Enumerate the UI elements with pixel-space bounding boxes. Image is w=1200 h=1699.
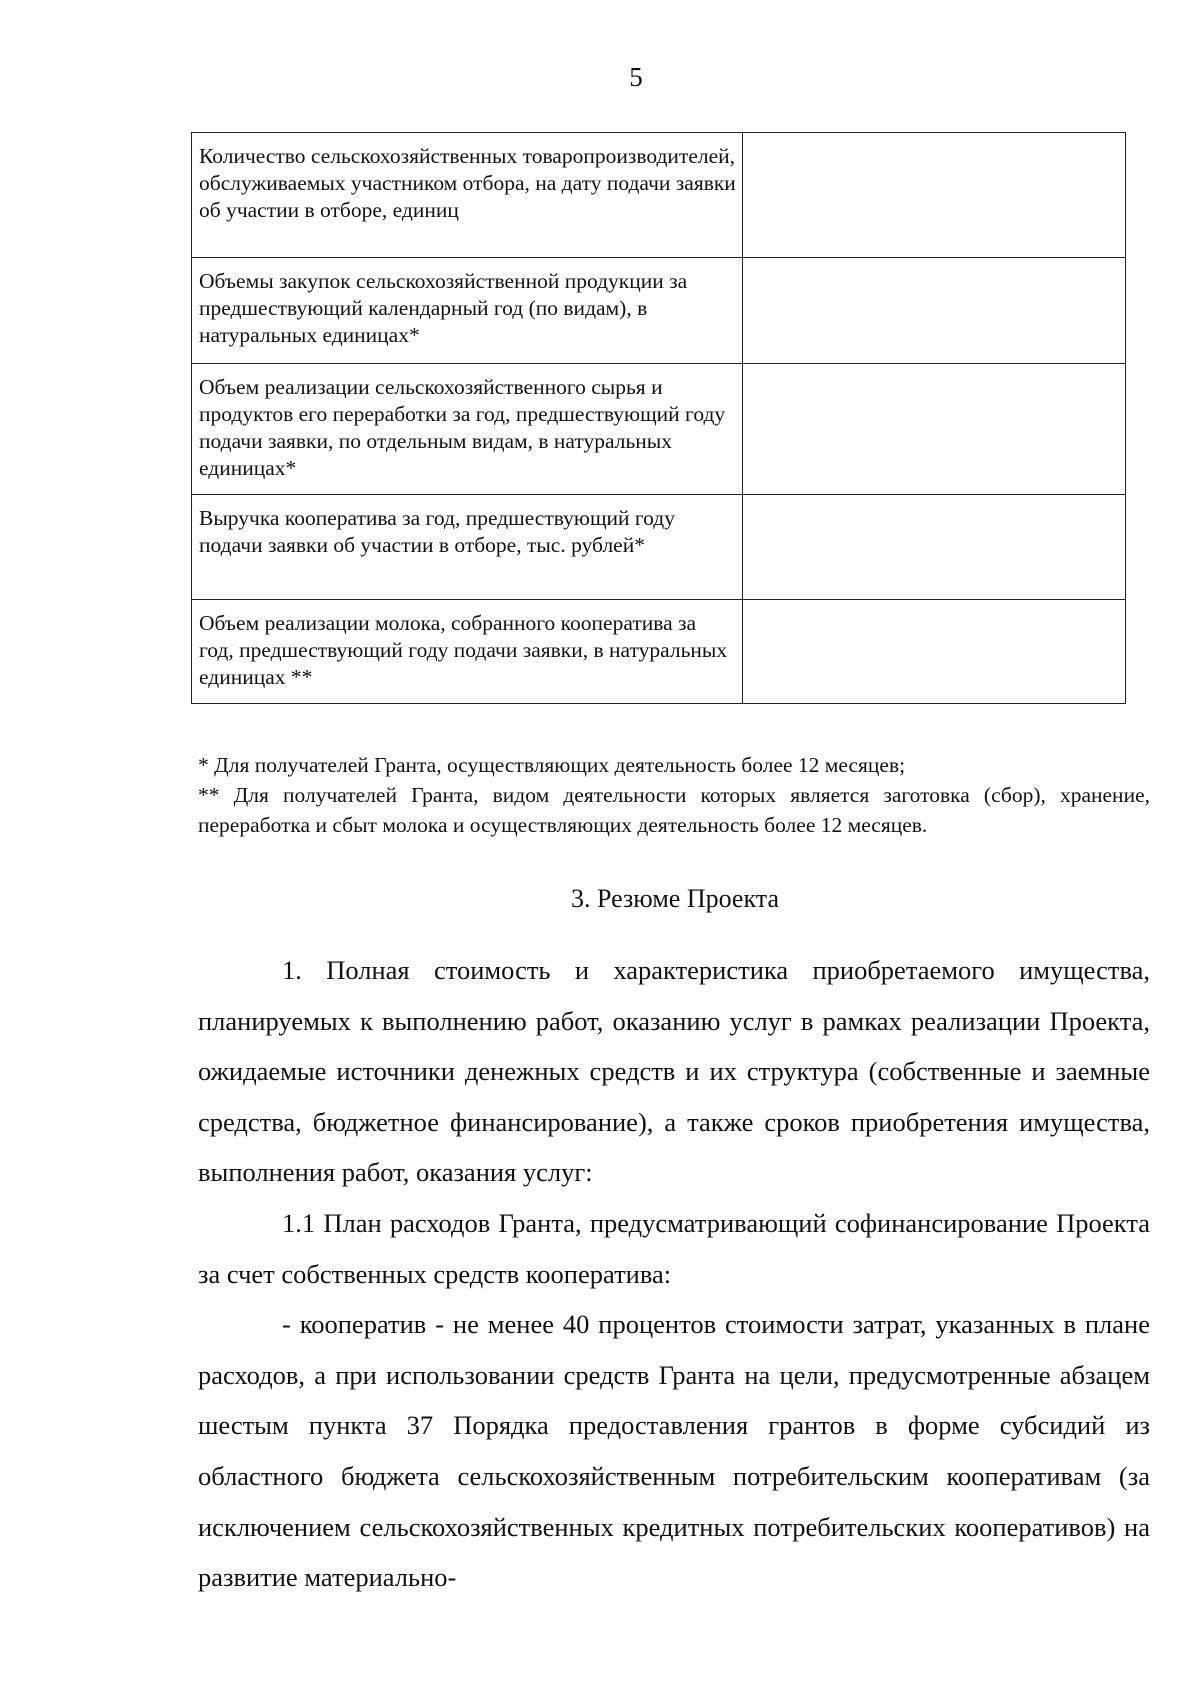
table-row xyxy=(192,600,1126,704)
table-row-label: Объем реализации молока, собранного кооператива за год, предшествующий году подачи заявки, в натуральных единицах ** xyxy=(192,600,743,704)
page-number: 5 xyxy=(629,62,643,92)
paragraph: 1. Полная стоимость и характеристика приобретаемого имущества, планируемых к выполнению работ, оказанию услуг в рамках реализации Проекта, ожидаемые источники денежных средств и их структура (собственные и заемные средства, бюджетное финансирование), а также сроков приобретения имущества, выполнения работ, оказания услуг: xyxy=(198,955,1150,1188)
table-row-value xyxy=(743,258,1126,364)
table-row xyxy=(192,258,1126,364)
body-text xyxy=(198,945,1150,1603)
section-title: 3. Резюме Проекта xyxy=(571,884,779,913)
table-row-label: Объем реализации сельскохозяйственного сырья и продуктов его переработки за год, предшествующий году подачи заявки, по отдельным видам, в натуральных единицах* xyxy=(192,364,743,495)
footnote: * Для получателей Гранта, осуществляющих деятельность более 12 месяцев; xyxy=(198,753,906,777)
table-row-value xyxy=(743,364,1126,495)
table-row xyxy=(192,495,1126,600)
footnote: ** Для получателей Гранта, видом деятельности которых является заготовка (сбор), хранение, переработка и сбыт молока и осуществляющих деятельность более 12 месяцев. xyxy=(198,783,1150,837)
indicators-table xyxy=(191,132,1126,704)
footnotes xyxy=(198,750,1150,840)
paragraph: - кооператив - не менее 40 процентов стоимости затрат, указанных в плане расходов, а при использовании средств Гранта на цели, предусмотренные абзацем шестым пункта 37 Порядка предоставления грантов в форме субсидий из областного бюджета сельскохозяйственным потребительским кооперативам (за исключением сельскохозяйственных кредитных потребительских кооперативов) на развитие материально- xyxy=(198,1309,1150,1593)
table-row-label: Выручка кооператива за год, предшествующий году подачи заявки об участии в отборе, тыс. рублей* xyxy=(192,495,743,600)
table-row-label: Количество сельскохозяйственных товаропроизводителей, обслуживаемых участником отбора, на дату подачи заявки об участии в отборе, единиц xyxy=(192,133,743,258)
table-row-value xyxy=(743,600,1126,704)
table-row-label: Объемы закупок сельскохозяйственной продукции за предшествующий календарный год (по видам), в натуральных единицах* xyxy=(192,258,743,364)
table-row-value xyxy=(743,495,1126,600)
paragraph: 1.1 План расходов Гранта, предусматривающий софинансирование Проекта за счет собственных средств кооператива: xyxy=(198,1207,1150,1289)
table-row-value xyxy=(743,133,1126,258)
table-row xyxy=(192,133,1126,258)
table-row xyxy=(192,364,1126,495)
